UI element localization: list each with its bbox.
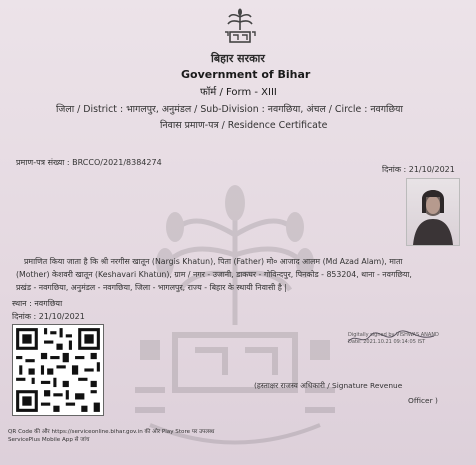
signatory-line-1: (हस्ताक्षर राजस्व अधिकारी / Signature Revenue <box>254 381 403 390</box>
bihar-seal-watermark <box>120 175 350 460</box>
verification-note-2: ServicePlus Mobile App से जांच <box>8 437 90 443</box>
portrait-image <box>407 179 459 245</box>
digital-signature-name: Digitally signed by VISHWAS ANAND <box>348 332 439 338</box>
verification-note-1: QR Code की और https://serviceonline.bihar.gov.in की ओर Play Store पर उपलब्ध <box>8 429 215 435</box>
applicant-photo <box>406 178 460 246</box>
government-title: Government of Bihar <box>181 68 311 81</box>
state-name-hindi: बिहार सरकार <box>211 52 265 65</box>
footer-date: दिनांक : 21/10/2021 <box>12 312 85 321</box>
certificate-title: निवास प्रमाण-पत्र / Residence Certificate <box>160 120 328 131</box>
body-line-1: प्रमाणित किया जाता है कि श्री नरगीस खातून (Nargis Khatun), पिता (Father) मो० आजाद आलम (Md Azad Alam), माता <box>24 257 403 266</box>
qr-code <box>12 324 104 416</box>
body-line-2: (Mother) केशवरी खातून (Keshavari Khatun), ग्राम / नगर - उजानी, डाकघर - गोविन्दपुर, पिनकोड - 853204, थाना - नवगछिया, <box>16 270 412 279</box>
jurisdiction-line: जिला / District : भागलपुर, अनुमंडल / Sub-Division : नवगछिया, अंचल / Circle : नवगछिया <box>56 104 403 115</box>
body-line-3: प्रखंड - नवगछिया, अनुमंडल - नवगछिया, जिला - भागलपुर, राज्य - बिहार के स्थायी निवासी है | <box>16 283 287 292</box>
place-line: स्थान : नवगछिया <box>12 299 63 308</box>
digital-signature-date: Date: 2021.10.21 09:14:05 IST <box>348 339 426 345</box>
signatory-line-2: Officer ) <box>408 396 438 405</box>
issue-date: दिनांक : 21/10/2021 <box>382 165 455 174</box>
bihar-emblem-icon <box>222 8 258 48</box>
form-number: फॉर्म / Form - XIII <box>200 87 277 98</box>
certificate-number: प्रमाण-पत्र संख्या : BRCCO/2021/8384274 <box>16 158 162 167</box>
